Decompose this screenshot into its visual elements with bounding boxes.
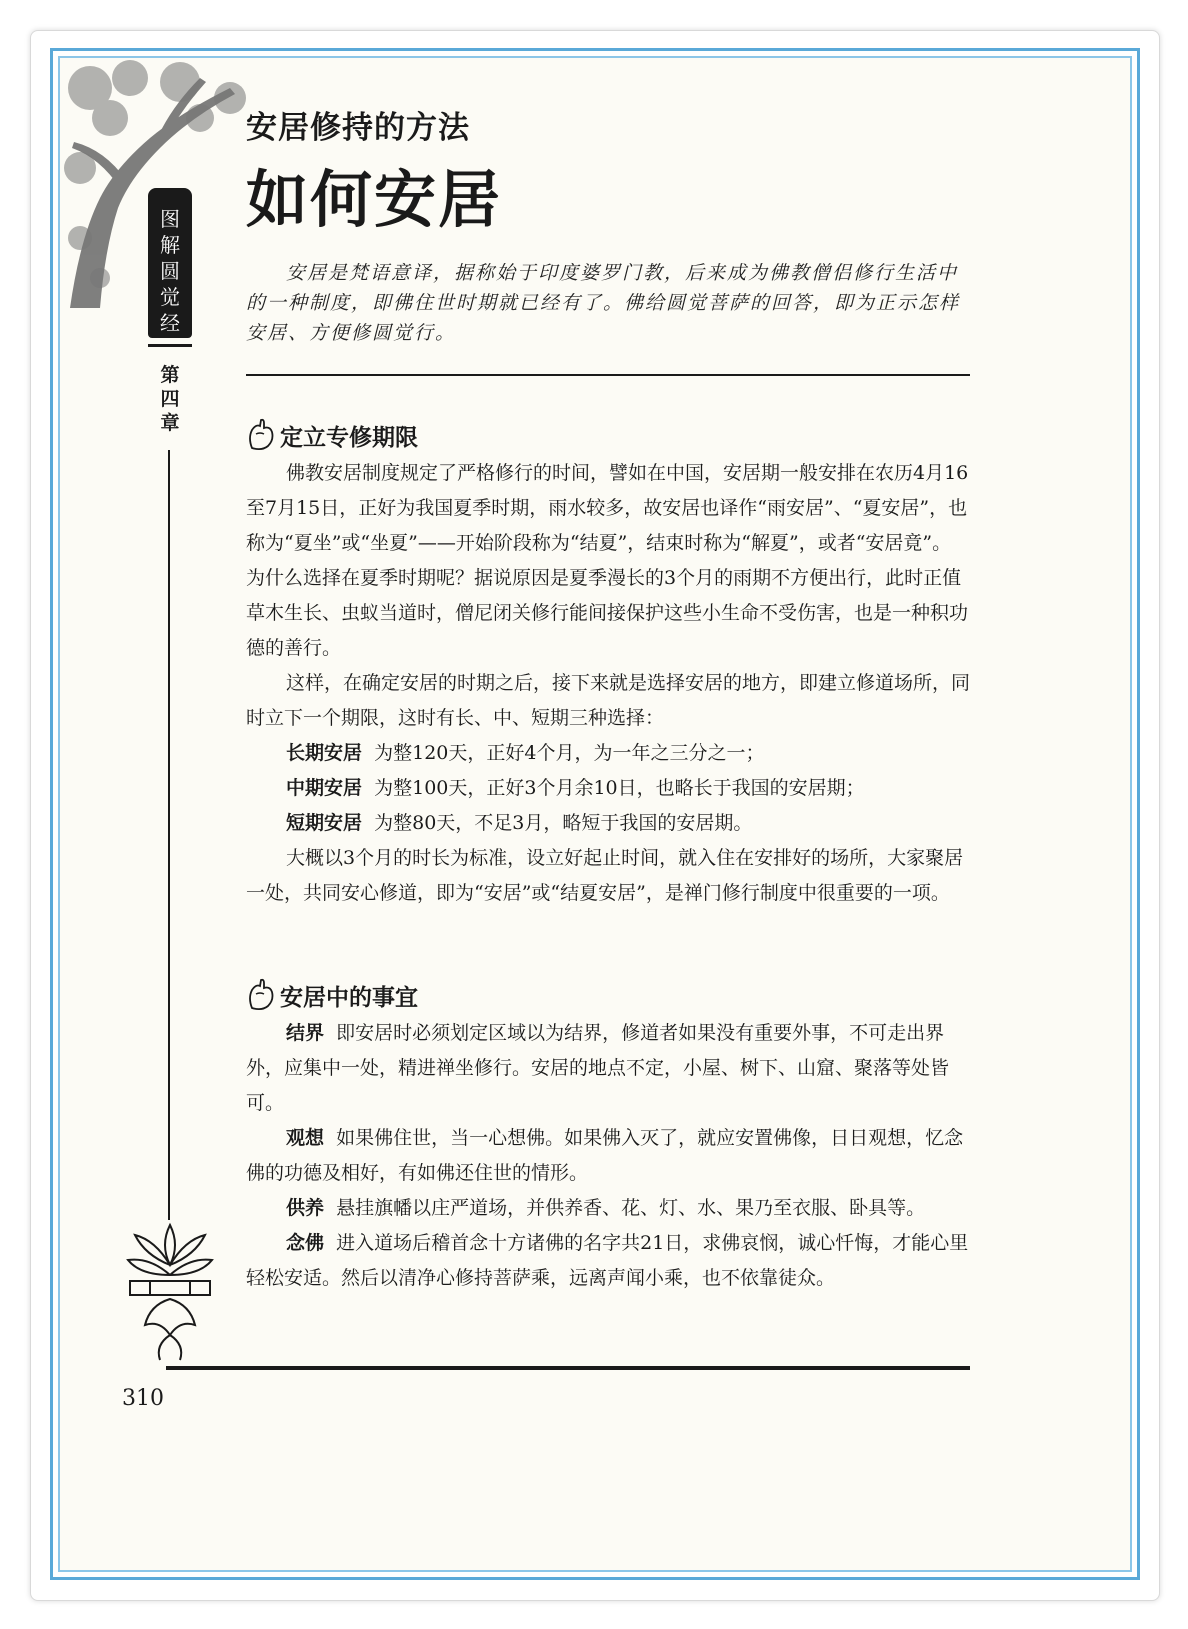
chapter-char: 第 — [160, 364, 180, 386]
section2-item — [246, 1016, 970, 1121]
item-term: 供养 — [286, 1197, 325, 1219]
section2-body — [246, 1016, 970, 1296]
section1-paragraph: 佛教安居制度规定了严格修行的时间，譬如在中国，安居期一般安排在农历4月16至7月15日，正好为我国夏季时期，雨水较多，故安居也译作“雨安居”、“夏安居”，也称为“夏坐”或“坐夏”——开始阶段称为“结夏”，结束时称为“解夏”，或者“安居竟”。为什么选择在夏季时期呢？据说原因是夏季漫长的3个月的雨期不方便出行，此时正值草木生长、虫蚁当道时，僧尼闭关修行能间接保护这些小生命不受伤害，也是一种积功德的善行。 — [246, 462, 969, 659]
section2-item — [246, 1191, 970, 1226]
chapter-char: 章 — [160, 412, 180, 434]
hand-mudra-icon — [246, 418, 276, 452]
item-text: 即安居时必须划定区域以为结界，修道者如果没有重要外事，不可走出界外，应集中一处，精进禅坐修行。安居的地点不定，小屋、树下、山窟、聚落等处皆可。 — [246, 1022, 950, 1114]
def-text: 为整100天，正好3个月余10日，也略长于我国的安居期； — [374, 777, 865, 799]
section1-heading-text: 定立专修期限 — [280, 424, 418, 451]
item-text: 如果佛住世，当一心想佛。如果佛入灭了，就应安置佛像，日日观想，忆念佛的功德及相好，有如佛还住世的情形。 — [246, 1127, 964, 1184]
page-title: 如何安居 — [246, 163, 503, 236]
item-term: 结界 — [286, 1022, 325, 1044]
hand-mudra-icon — [246, 978, 276, 1012]
section2-item — [246, 1226, 970, 1296]
def-text: 为整120天，正好4个月，为一年之三分之一； — [374, 742, 765, 764]
book-char: 解 — [160, 233, 180, 257]
section1-heading — [246, 418, 418, 452]
def-term: 长期安居 — [286, 742, 363, 764]
def-item — [246, 736, 970, 771]
intro-paragraph: 安居是梵语意译，据称始于印度婆罗门教，后来成为佛教僧侣修行生活中的一种制度，即佛住世时期就已经有了。佛给圆觉菩萨的回答，即为正示怎样安居、方便修圆觉行。 — [246, 262, 961, 344]
item-term: 念佛 — [286, 1232, 325, 1254]
def-item — [246, 771, 970, 806]
section2-heading-text: 安居中的事宜 — [280, 984, 418, 1011]
lotus-decoration-icon — [120, 1215, 220, 1365]
book-title-tab — [148, 188, 192, 338]
section1-paragraph: 这样，在确定安居的时期之后，接下来就是选择安居的地方，即建立修道场所，同时立下一个期限，这时有长、中、短期三种选择： — [246, 672, 971, 729]
bottom-rule — [166, 1366, 970, 1370]
book-char: 觉 — [160, 285, 180, 309]
divider — [246, 374, 970, 376]
item-text: 悬挂旗幡以庄严道场，并供养香、花、灯、水、果乃至衣服、卧具等。 — [336, 1197, 926, 1219]
section1-paragraph: 大概以3个月的时长为标准，设立好起止时间，就入住在安排好的场所，大家聚居一处，共同安心修道，即为“安居”或“结夏安居”，是禅门修行制度中很重要的一项。 — [246, 847, 964, 904]
section-subtitle: 安居修持的方法 — [246, 110, 470, 146]
page-number: 310 — [122, 1386, 164, 1411]
section2-heading — [246, 978, 418, 1012]
sidebar-vertical-line — [168, 450, 170, 1220]
book-title-vertical — [148, 206, 192, 336]
item-text: 进入道场后稽首念十方诸佛的名字共21日，求佛哀悯，诚心忏悔，才能心里轻松安适。然后以清净心修持菩萨乘，远离声闻小乘，也不依靠徒众。 — [246, 1232, 969, 1289]
chapter-char: 四 — [160, 388, 180, 410]
book-char: 图 — [160, 207, 180, 231]
chapter-vertical — [148, 363, 192, 435]
item-term: 观想 — [286, 1127, 325, 1149]
def-item — [246, 806, 970, 841]
section2-item — [246, 1121, 970, 1191]
def-term: 中期安居 — [286, 777, 363, 799]
section1-body — [246, 456, 970, 911]
def-text: 为整80天，不足3月，略短于我国的安居期。 — [374, 812, 753, 834]
book-char: 经 — [160, 311, 180, 335]
def-term: 短期安居 — [286, 812, 363, 834]
book-char: 圆 — [160, 259, 180, 283]
chapter-label — [148, 344, 192, 447]
